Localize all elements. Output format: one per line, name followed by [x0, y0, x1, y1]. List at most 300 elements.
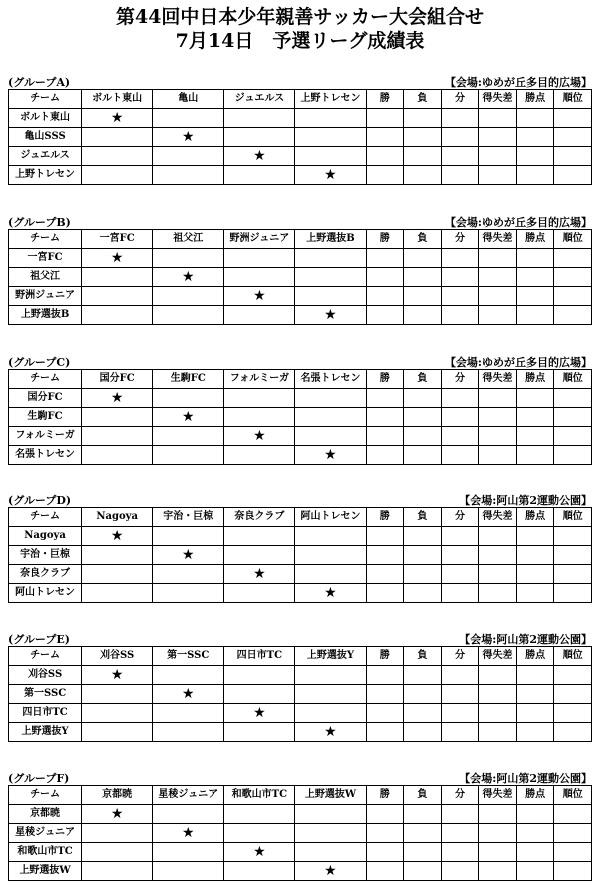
- stat-cell: [366, 446, 404, 465]
- stat-column-header: 得失差: [479, 647, 517, 666]
- team-name-cell: 生駒FC: [9, 408, 82, 427]
- table-header-row: [9, 786, 592, 805]
- match-result-cell: [153, 147, 224, 166]
- match-result-cell: [153, 843, 224, 862]
- stat-cell: [441, 685, 479, 704]
- standings-table: [8, 89, 592, 185]
- stat-cell: [404, 147, 442, 166]
- match-result-cell: [295, 408, 366, 427]
- table-row: [9, 128, 592, 147]
- group-header: [8, 73, 592, 89]
- stat-cell: [366, 427, 404, 446]
- team-name-cell: ジュエルス: [9, 147, 82, 166]
- stat-column-header: 負: [404, 230, 442, 249]
- stat-cell: [366, 128, 404, 147]
- stat-cell: [441, 723, 479, 742]
- match-result-cell: [82, 268, 153, 287]
- self-match-star-icon: ★: [82, 527, 153, 546]
- group-venue: 【会場:阿山第2運動公園】: [459, 494, 592, 507]
- group-venue: 【会場:ゆめが丘多目的広場】: [444, 216, 592, 229]
- stat-cell: [479, 427, 517, 446]
- stat-cell: [554, 704, 592, 723]
- stat-cell: [404, 249, 442, 268]
- stat-column-header: 分: [441, 508, 479, 527]
- stat-cell: [479, 565, 517, 584]
- opponent-column-header: 京都暁: [82, 786, 153, 805]
- group-header: [8, 630, 592, 646]
- group-name: (グループD): [8, 494, 72, 507]
- stat-cell: [366, 723, 404, 742]
- stat-cell: [554, 128, 592, 147]
- stat-column-header: 負: [404, 370, 442, 389]
- match-result-cell: [153, 862, 224, 881]
- group-name: (グループC): [8, 356, 71, 369]
- stat-cell: [479, 805, 517, 824]
- stat-cell: [516, 268, 554, 287]
- stat-cell: [404, 109, 442, 128]
- standings-table: [8, 369, 592, 465]
- stat-column-header: 勝: [366, 508, 404, 527]
- self-match-star-icon: ★: [224, 704, 295, 723]
- team-name-cell: 四日市TC: [9, 704, 82, 723]
- match-result-cell: [153, 584, 224, 603]
- team-column-header: チーム: [9, 370, 82, 389]
- match-result-cell: [295, 565, 366, 584]
- stat-cell: [516, 666, 554, 685]
- stat-cell: [516, 685, 554, 704]
- group-section: [8, 491, 592, 603]
- table-row: [9, 723, 592, 742]
- stat-cell: [516, 723, 554, 742]
- stat-cell: [366, 166, 404, 185]
- team-name-cell: 第一SSC: [9, 685, 82, 704]
- page-subtitle: 7月14日 予選リーグ成績表: [175, 30, 425, 52]
- stat-cell: [441, 824, 479, 843]
- stat-cell: [479, 128, 517, 147]
- table-row: [9, 527, 592, 546]
- standings-table: [8, 507, 592, 603]
- self-match-star-icon: ★: [224, 565, 295, 584]
- group-header: [8, 491, 592, 507]
- match-result-cell: [82, 824, 153, 843]
- group-venue: 【会場:ゆめが丘多目的広場】: [444, 356, 592, 369]
- stat-cell: [404, 408, 442, 427]
- stat-cell: [404, 666, 442, 685]
- match-result-cell: [224, 862, 295, 881]
- stat-column-header: 負: [404, 508, 442, 527]
- self-match-star-icon: ★: [82, 666, 153, 685]
- stat-cell: [554, 166, 592, 185]
- self-match-star-icon: ★: [153, 268, 224, 287]
- stat-cell: [404, 546, 442, 565]
- match-result-cell: [153, 704, 224, 723]
- standings-table: [8, 646, 592, 742]
- self-match-star-icon: ★: [224, 427, 295, 446]
- opponent-column-header: ジュエルス: [224, 90, 295, 109]
- stat-cell: [479, 527, 517, 546]
- team-name-cell: ボルト東山: [9, 109, 82, 128]
- stat-cell: [516, 147, 554, 166]
- table-row: [9, 546, 592, 565]
- stat-cell: [516, 109, 554, 128]
- stat-cell: [404, 389, 442, 408]
- stat-cell: [404, 268, 442, 287]
- team-name-cell: 上野選抜Y: [9, 723, 82, 742]
- self-match-star-icon: ★: [295, 446, 366, 465]
- team-name-cell: 祖父江: [9, 268, 82, 287]
- team-name-cell: 亀山SSS: [9, 128, 82, 147]
- stat-column-header: 負: [404, 786, 442, 805]
- match-result-cell: [153, 166, 224, 185]
- team-name-cell: 和歌山市TC: [9, 843, 82, 862]
- stat-column-header: 得失差: [479, 230, 517, 249]
- stat-column-header: 分: [441, 230, 479, 249]
- table-header-row: [9, 508, 592, 527]
- match-result-cell: [224, 527, 295, 546]
- match-result-cell: [295, 704, 366, 723]
- stat-cell: [441, 546, 479, 565]
- match-result-cell: [295, 389, 366, 408]
- team-column-header: チーム: [9, 647, 82, 666]
- stat-cell: [366, 306, 404, 325]
- match-result-cell: [295, 546, 366, 565]
- group-name: (グループF): [8, 772, 70, 785]
- stat-cell: [479, 862, 517, 881]
- team-name-cell: 上野選抜B: [9, 306, 82, 325]
- team-name-cell: 野洲ジュニア: [9, 287, 82, 306]
- page-title: 第44回中日本少年親善サッカー大会組合せ: [115, 6, 485, 28]
- match-result-cell: [224, 268, 295, 287]
- stat-cell: [516, 166, 554, 185]
- match-result-cell: [82, 306, 153, 325]
- stat-cell: [404, 446, 442, 465]
- stat-column-header: 勝点: [516, 786, 554, 805]
- table-row: [9, 427, 592, 446]
- stat-column-header: 勝点: [516, 508, 554, 527]
- match-result-cell: [224, 249, 295, 268]
- match-result-cell: [153, 287, 224, 306]
- match-result-cell: [82, 147, 153, 166]
- stat-column-header: 得失差: [479, 508, 517, 527]
- stat-cell: [441, 427, 479, 446]
- group-section: [8, 353, 592, 465]
- match-result-cell: [295, 527, 366, 546]
- match-result-cell: [82, 408, 153, 427]
- team-name-cell: 上野トレセン: [9, 166, 82, 185]
- stat-cell: [516, 546, 554, 565]
- team-name-cell: Nagoya: [9, 527, 82, 546]
- stat-cell: [554, 249, 592, 268]
- stat-cell: [366, 704, 404, 723]
- opponent-column-header: 奈良クラブ: [224, 508, 295, 527]
- stat-cell: [366, 408, 404, 427]
- stat-cell: [404, 704, 442, 723]
- standings-table: [8, 785, 592, 881]
- stat-cell: [516, 249, 554, 268]
- table-row: [9, 287, 592, 306]
- opponent-column-header: 第一SSC: [153, 647, 224, 666]
- opponent-column-header: 名張トレセン: [295, 370, 366, 389]
- stat-cell: [516, 446, 554, 465]
- match-result-cell: [224, 723, 295, 742]
- stat-cell: [441, 389, 479, 408]
- stat-column-header: 順位: [554, 647, 592, 666]
- match-result-cell: [82, 843, 153, 862]
- match-result-cell: [82, 427, 153, 446]
- stat-column-header: 得失差: [479, 90, 517, 109]
- stat-cell: [479, 287, 517, 306]
- stat-cell: [516, 565, 554, 584]
- opponent-column-header: 四日市TC: [224, 647, 295, 666]
- stat-cell: [366, 249, 404, 268]
- stat-cell: [516, 862, 554, 881]
- stat-cell: [404, 584, 442, 603]
- stat-cell: [441, 147, 479, 166]
- self-match-star-icon: ★: [153, 685, 224, 704]
- stat-cell: [404, 565, 442, 584]
- stat-column-header: 分: [441, 370, 479, 389]
- stat-cell: [404, 306, 442, 325]
- stat-column-header: 順位: [554, 90, 592, 109]
- standings-table: [8, 229, 592, 325]
- stat-cell: [404, 287, 442, 306]
- stat-column-header: 勝点: [516, 230, 554, 249]
- stat-column-header: 順位: [554, 508, 592, 527]
- match-result-cell: [295, 147, 366, 166]
- team-name-cell: 阿山トレセン: [9, 584, 82, 603]
- stat-column-header: 負: [404, 90, 442, 109]
- match-result-cell: [153, 565, 224, 584]
- stat-cell: [404, 685, 442, 704]
- stat-cell: [441, 109, 479, 128]
- team-name-cell: 国分FC: [9, 389, 82, 408]
- table-row: [9, 249, 592, 268]
- stat-column-header: 勝: [366, 230, 404, 249]
- team-name-cell: 一宮FC: [9, 249, 82, 268]
- match-result-cell: [82, 166, 153, 185]
- group-section: [8, 73, 592, 185]
- stat-cell: [479, 843, 517, 862]
- table-row: [9, 862, 592, 881]
- opponent-column-header: Nagoya: [82, 508, 153, 527]
- stat-cell: [366, 565, 404, 584]
- match-result-cell: [224, 584, 295, 603]
- stat-cell: [441, 862, 479, 881]
- group-header: [8, 213, 592, 229]
- stat-column-header: 勝点: [516, 90, 554, 109]
- stat-column-header: 勝点: [516, 370, 554, 389]
- stat-cell: [516, 306, 554, 325]
- opponent-column-header: 祖父江: [153, 230, 224, 249]
- stat-cell: [441, 565, 479, 584]
- stat-cell: [554, 805, 592, 824]
- stat-cell: [554, 527, 592, 546]
- group-header: [8, 353, 592, 369]
- stat-column-header: 分: [441, 90, 479, 109]
- match-result-cell: [224, 805, 295, 824]
- team-column-header: チーム: [9, 90, 82, 109]
- stat-cell: [554, 824, 592, 843]
- match-result-cell: [82, 704, 153, 723]
- match-result-cell: [224, 389, 295, 408]
- stat-cell: [479, 408, 517, 427]
- opponent-column-header: 上野選抜W: [295, 786, 366, 805]
- group-venue: 【会場:ゆめが丘多目的広場】: [444, 76, 592, 89]
- match-result-cell: [224, 824, 295, 843]
- match-result-cell: [82, 685, 153, 704]
- match-result-cell: [295, 109, 366, 128]
- stat-cell: [366, 824, 404, 843]
- self-match-star-icon: ★: [82, 109, 153, 128]
- stat-cell: [441, 166, 479, 185]
- stat-column-header: 勝点: [516, 647, 554, 666]
- stat-cell: [554, 287, 592, 306]
- stat-cell: [404, 166, 442, 185]
- stat-cell: [554, 389, 592, 408]
- team-name-cell: 刈谷SS: [9, 666, 82, 685]
- opponent-column-header: 刈谷SS: [82, 647, 153, 666]
- match-result-cell: [295, 805, 366, 824]
- self-match-star-icon: ★: [295, 306, 366, 325]
- stat-cell: [366, 527, 404, 546]
- stat-cell: [404, 824, 442, 843]
- stat-cell: [441, 268, 479, 287]
- stat-cell: [441, 408, 479, 427]
- stat-cell: [441, 249, 479, 268]
- stat-cell: [479, 306, 517, 325]
- match-result-cell: [153, 389, 224, 408]
- opponent-column-header: 一宮FC: [82, 230, 153, 249]
- stat-cell: [479, 446, 517, 465]
- stat-column-header: 分: [441, 647, 479, 666]
- match-result-cell: [82, 862, 153, 881]
- stat-cell: [366, 666, 404, 685]
- match-result-cell: [224, 128, 295, 147]
- match-result-cell: [153, 666, 224, 685]
- self-match-star-icon: ★: [295, 166, 366, 185]
- match-result-cell: [153, 109, 224, 128]
- stat-cell: [516, 128, 554, 147]
- match-result-cell: [82, 128, 153, 147]
- stat-cell: [554, 268, 592, 287]
- stat-cell: [441, 805, 479, 824]
- self-match-star-icon: ★: [224, 147, 295, 166]
- stat-column-header: 得失差: [479, 786, 517, 805]
- opponent-column-header: 野洲ジュニア: [224, 230, 295, 249]
- stat-cell: [554, 843, 592, 862]
- match-result-cell: [224, 446, 295, 465]
- opponent-column-header: 上野選抜B: [295, 230, 366, 249]
- stat-cell: [554, 109, 592, 128]
- opponent-column-header: 星稜ジュニア: [153, 786, 224, 805]
- stat-cell: [404, 862, 442, 881]
- stat-cell: [479, 685, 517, 704]
- stat-cell: [554, 147, 592, 166]
- table-row: [9, 824, 592, 843]
- match-result-cell: [295, 249, 366, 268]
- stat-cell: [516, 408, 554, 427]
- match-result-cell: [153, 446, 224, 465]
- stat-cell: [366, 389, 404, 408]
- stat-cell: [441, 527, 479, 546]
- self-match-star-icon: ★: [224, 287, 295, 306]
- stat-cell: [554, 685, 592, 704]
- match-result-cell: [224, 685, 295, 704]
- stat-cell: [554, 408, 592, 427]
- match-result-cell: [224, 546, 295, 565]
- match-result-cell: [153, 249, 224, 268]
- self-match-star-icon: ★: [153, 824, 224, 843]
- stat-cell: [554, 306, 592, 325]
- table-row: [9, 704, 592, 723]
- table-row: [9, 389, 592, 408]
- opponent-column-header: 和歌山市TC: [224, 786, 295, 805]
- stat-cell: [441, 306, 479, 325]
- table-row: [9, 268, 592, 287]
- stat-cell: [441, 843, 479, 862]
- opponent-column-header: 生駒FC: [153, 370, 224, 389]
- team-name-cell: 京都暁: [9, 805, 82, 824]
- stat-cell: [366, 287, 404, 306]
- stat-cell: [516, 527, 554, 546]
- team-name-cell: 名張トレセン: [9, 446, 82, 465]
- stat-column-header: 得失差: [479, 370, 517, 389]
- table-header-row: [9, 370, 592, 389]
- stat-cell: [554, 546, 592, 565]
- stat-cell: [441, 584, 479, 603]
- stat-cell: [554, 862, 592, 881]
- stat-cell: [516, 584, 554, 603]
- team-column-header: チーム: [9, 508, 82, 527]
- match-result-cell: [82, 584, 153, 603]
- match-result-cell: [295, 287, 366, 306]
- stat-cell: [554, 723, 592, 742]
- stat-cell: [479, 723, 517, 742]
- team-name-cell: 上野選抜W: [9, 862, 82, 881]
- stat-cell: [516, 287, 554, 306]
- stat-cell: [479, 584, 517, 603]
- match-result-cell: [295, 128, 366, 147]
- stat-cell: [441, 704, 479, 723]
- stat-cell: [516, 824, 554, 843]
- table-row: [9, 166, 592, 185]
- self-match-star-icon: ★: [82, 249, 153, 268]
- opponent-column-header: 上野トレセン: [295, 90, 366, 109]
- table-row: [9, 408, 592, 427]
- stat-cell: [404, 723, 442, 742]
- opponent-column-header: フォルミーガ: [224, 370, 295, 389]
- stat-cell: [366, 546, 404, 565]
- team-column-header: チーム: [9, 786, 82, 805]
- stat-cell: [366, 268, 404, 287]
- self-match-star-icon: ★: [82, 805, 153, 824]
- opponent-column-header: 宇治・巨椋: [153, 508, 224, 527]
- stat-column-header: 勝: [366, 370, 404, 389]
- stat-cell: [441, 287, 479, 306]
- opponent-column-header: 上野選抜Y: [295, 647, 366, 666]
- team-column-header: チーム: [9, 230, 82, 249]
- stat-cell: [441, 446, 479, 465]
- stat-column-header: 勝: [366, 786, 404, 805]
- stat-cell: [479, 666, 517, 685]
- group-section: [8, 769, 592, 881]
- team-name-cell: 宇治・巨椋: [9, 546, 82, 565]
- stat-column-header: 順位: [554, 230, 592, 249]
- team-name-cell: 奈良クラブ: [9, 565, 82, 584]
- self-match-star-icon: ★: [82, 389, 153, 408]
- stat-cell: [441, 666, 479, 685]
- group-name: (グループB): [8, 216, 71, 229]
